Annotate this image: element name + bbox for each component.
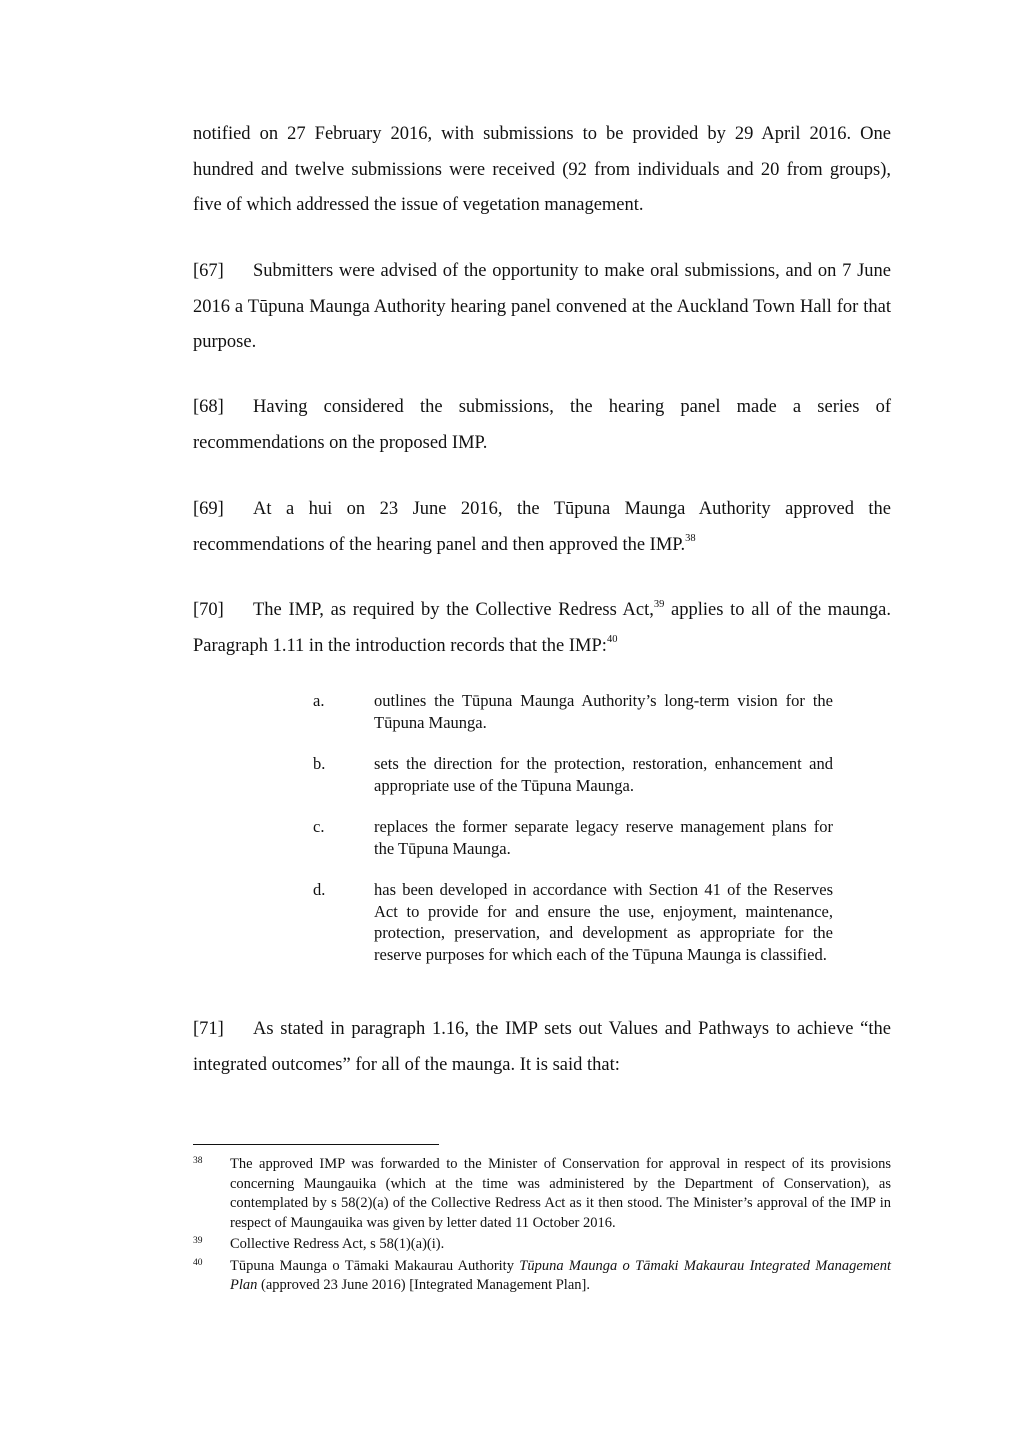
- paragraph-number: [71]: [193, 1019, 224, 1039]
- list-item-letter: b.: [313, 754, 326, 773]
- paragraph-text: applies to all of the maunga. Paragraph 1.11 in the introduction records that the IMP:: [193, 600, 891, 656]
- paragraph-text: notified on 27 February 2016, with submissions to be provided by 29 April 2016. One hundred and twelve submissions were received (92 from individuals and 20 from groups), five of which addressed the issue of vegetation management.: [193, 124, 891, 215]
- paragraph-70: [193, 593, 891, 664]
- footnote-ref-39[interactable]: 39: [653, 598, 665, 610]
- footnote-text: The approved IMP was forwarded to the Minister of Conservation for approval in respect of its provisions concerning Maungauika (which at the time was administered by the Department of Conservation), as contemplated by s 58(2)(a) of the Collective Redress Act as it then stood. The Minister’s approval of the IMP in respect of Maungauika was given by letter dated 11 October 2016.: [230, 1156, 891, 1231]
- paragraph-text: As stated in paragraph 1.16, the IMP sets out Values and Pathways to achieve “the integrated outcomes” for all of the maunga. It is said that:: [193, 1019, 891, 1075]
- paragraph-text: At a hui on 23 June 2016, the Tūpuna Maunga Authority approved the recommendations of the hearing panel and then approved the IMP.: [193, 499, 891, 555]
- paragraph-continuation: [193, 117, 891, 224]
- paragraph-69: [193, 492, 891, 563]
- paragraph-68: [193, 390, 891, 461]
- list-item: [313, 690, 833, 733]
- footnote-text: [230, 1257, 891, 1296]
- footnote-number: 39: [193, 1236, 203, 1246]
- footnote-number: 38: [193, 1156, 203, 1166]
- list-item-text: sets the direction for the protection, restoration, enhancement and appropriate use of the Tūpuna Maunga.: [374, 754, 833, 795]
- list-item-letter: c.: [313, 817, 325, 836]
- list-item-letter: d.: [313, 880, 326, 899]
- list-item: [313, 816, 833, 859]
- footnote-text-part: (approved 23 June 2016) [Integrated Management Plan].: [257, 1277, 590, 1293]
- paragraph-text: Having considered the submissions, the hearing panel made a series of recommendations on the proposed IMP.: [193, 397, 891, 453]
- footnote-divider: [193, 1144, 439, 1145]
- paragraph-number: [70]: [193, 600, 224, 620]
- list-item: [313, 879, 833, 965]
- footnote-number: 40: [193, 1257, 203, 1268]
- list-item-text: replaces the former separate legacy reserve management plans for the Tūpuna Maunga.: [374, 817, 833, 858]
- list-item-letter: a.: [313, 691, 325, 710]
- footnote-text: Collective Redress Act, s 58(1)(a)(i).: [230, 1236, 445, 1252]
- list-item-text: has been developed in accordance with Section 41 of the Reserves Act to provide for and ensure the use, enjoyment, maintenance, protection, preservation, and development as appropriate for the reserve purposes for which each of the Tūpuna Maunga is classified.: [374, 880, 833, 964]
- paragraph-number: [67]: [193, 261, 224, 281]
- paragraph-text: The IMP, as required by the Collective Redress Act,: [253, 600, 654, 620]
- quoted-list: [313, 690, 833, 985]
- footnote-ref-38[interactable]: 38: [685, 533, 696, 545]
- footnote-39: [193, 1235, 891, 1255]
- footnote-ref-40[interactable]: 40: [606, 634, 618, 646]
- paragraph-67: [193, 254, 891, 361]
- footnote-40: [193, 1257, 891, 1296]
- paragraph-71: [193, 1012, 891, 1083]
- paragraph-number: [68]: [193, 397, 224, 417]
- list-item-text: outlines the Tūpuna Maunga Authority’s long-term vision for the Tūpuna Maunga.: [374, 691, 833, 732]
- footnotes-section: [193, 1155, 891, 1298]
- paragraph-number: [69]: [193, 499, 224, 519]
- footnote-citation-title: Tūpuna Maunga o Tāmaki Makaurau Integrated Management Plan: [230, 1257, 892, 1293]
- paragraph-text: Submitters were advised of the opportunity to make oral submissions, and on 7 June 2016 a Tūpuna Maunga Authority hearing panel convened at the Auckland Town Hall for that purpose.: [193, 261, 891, 352]
- list-item: [313, 753, 833, 796]
- footnote-38: [193, 1155, 891, 1233]
- footnote-text-part: Tūpuna Maunga o Tāmaki Makaurau Authority: [230, 1257, 520, 1274]
